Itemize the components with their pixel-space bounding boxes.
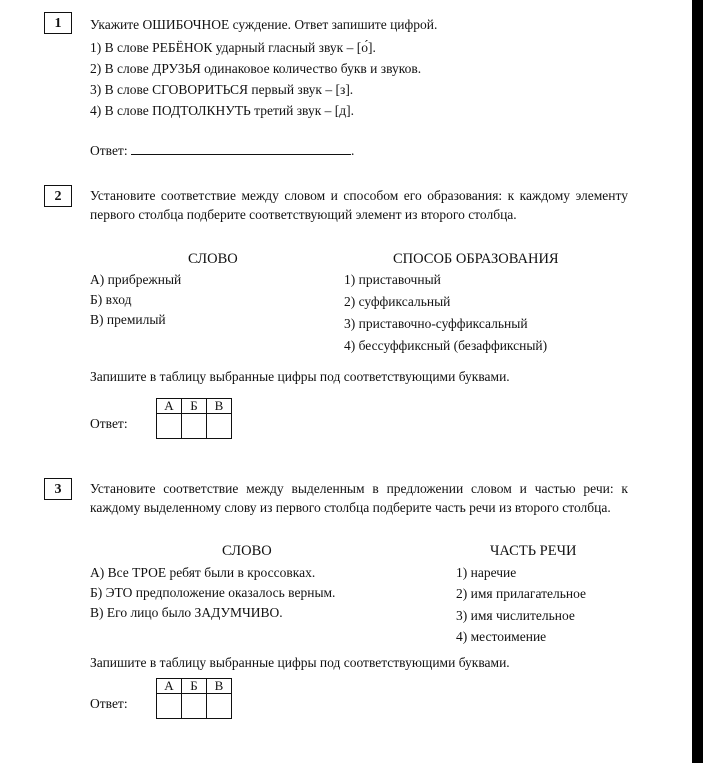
q3-left-item-a: А) Все ТРОЕ ребят были в кроссовках. — [90, 565, 316, 580]
q2-answer-label: Ответ: — [90, 416, 128, 431]
q3-answer-cell-a[interactable] — [157, 694, 182, 719]
q3-table-header-a: А — [157, 679, 182, 694]
q1-answer-row — [90, 142, 354, 159]
q3-instruction: Запишите в таблицу выбранные цифры под соответствующими буквами. — [90, 655, 510, 670]
q3-right-item-2: 2) имя прилагательное — [456, 586, 586, 601]
q3-right-header: ЧАСТЬ РЕЧИ — [490, 543, 577, 559]
q2-left-item-b: Б) вход — [90, 292, 132, 307]
q3-answer-label: Ответ: — [90, 696, 128, 711]
q3-left-header: СЛОВО — [222, 543, 272, 559]
q3-table-header-c: В — [207, 679, 232, 694]
q2-prompt: Установите соответствие между словом и способом его образования: к каждому элементу первого столбца подберите соответствующий элемент из второго столбца. — [90, 188, 628, 222]
q2-table-header-a: А — [157, 399, 182, 414]
q2-answer-table — [156, 398, 232, 439]
q2-table-header-b: Б — [182, 399, 207, 414]
q2-right-header: СПОСОБ ОБРАЗОВАНИЯ — [393, 251, 559, 267]
q2-right-item-1: 1) приставочный — [344, 272, 441, 287]
q2-right-item-3: 3) приставочно-суффиксальный — [344, 316, 528, 331]
question-number-2: 2 — [44, 185, 72, 207]
q3-table-header-b: Б — [182, 679, 207, 694]
question-number-3: 3 — [44, 478, 72, 500]
q2-answer-cell-a[interactable] — [157, 414, 182, 439]
q3-answer-cell-c[interactable] — [207, 694, 232, 719]
q2-left-header: СЛОВО — [188, 251, 238, 267]
q1-option-4: 4) В слове ПОДТОЛКНУТЬ третий звук – [д]. — [90, 103, 354, 118]
q1-answer-field[interactable] — [131, 142, 351, 155]
question-number-1: 1 — [44, 12, 72, 34]
q3-right-item-4: 4) местоимение — [456, 629, 547, 644]
q1-prompt: Укажите ОШИБОЧНОЕ суждение. Ответ запишите цифрой. — [90, 17, 438, 32]
q2-table-header-c: В — [207, 399, 232, 414]
q3-left-item-c: В) Его лицо было ЗАДУМЧИВО. — [90, 605, 283, 620]
q3-answer-table — [156, 678, 232, 719]
q2-right-item-4: 4) бессуффиксный (безаффиксный) — [344, 338, 548, 353]
q1-option-1: 1) В слове РЕБЁНОК ударный гласный звук – [о́]. — [90, 40, 376, 55]
q2-left-item-a: А) прибрежный — [90, 272, 182, 287]
q2-instruction: Запишите в таблицу выбранные цифры под соответствующими буквами. — [90, 369, 510, 384]
q3-answer-cell-b[interactable] — [182, 694, 207, 719]
q1-option-3: 3) В слове СГОВОРИТЬСЯ первый звук – [з]. — [90, 82, 354, 97]
q1-answer-label: Ответ: — [90, 143, 128, 158]
q2-left-item-c: В) премилый — [90, 312, 166, 327]
q3-right-item-3: 3) имя числительное — [456, 608, 575, 623]
q2-answer-cell-c[interactable] — [207, 414, 232, 439]
q2-answer-cell-b[interactable] — [182, 414, 207, 439]
q1-answer-tail: . — [350, 143, 355, 158]
q2-right-item-2: 2) суффиксальный — [344, 294, 451, 309]
q1-option-2: 2) В слове ДРУЗЬЯ одинаковое количество букв и звуков. — [90, 61, 422, 76]
q3-right-item-1: 1) наречие — [456, 565, 517, 580]
q3-left-item-b: Б) ЭТО предположение оказалось верным. — [90, 585, 336, 600]
q3-prompt: Установите соответствие между выделенным в предложении словом и частью речи: к каждому выделенному слову из первого столбца подберите часть речи из второго столбца. — [90, 481, 628, 515]
